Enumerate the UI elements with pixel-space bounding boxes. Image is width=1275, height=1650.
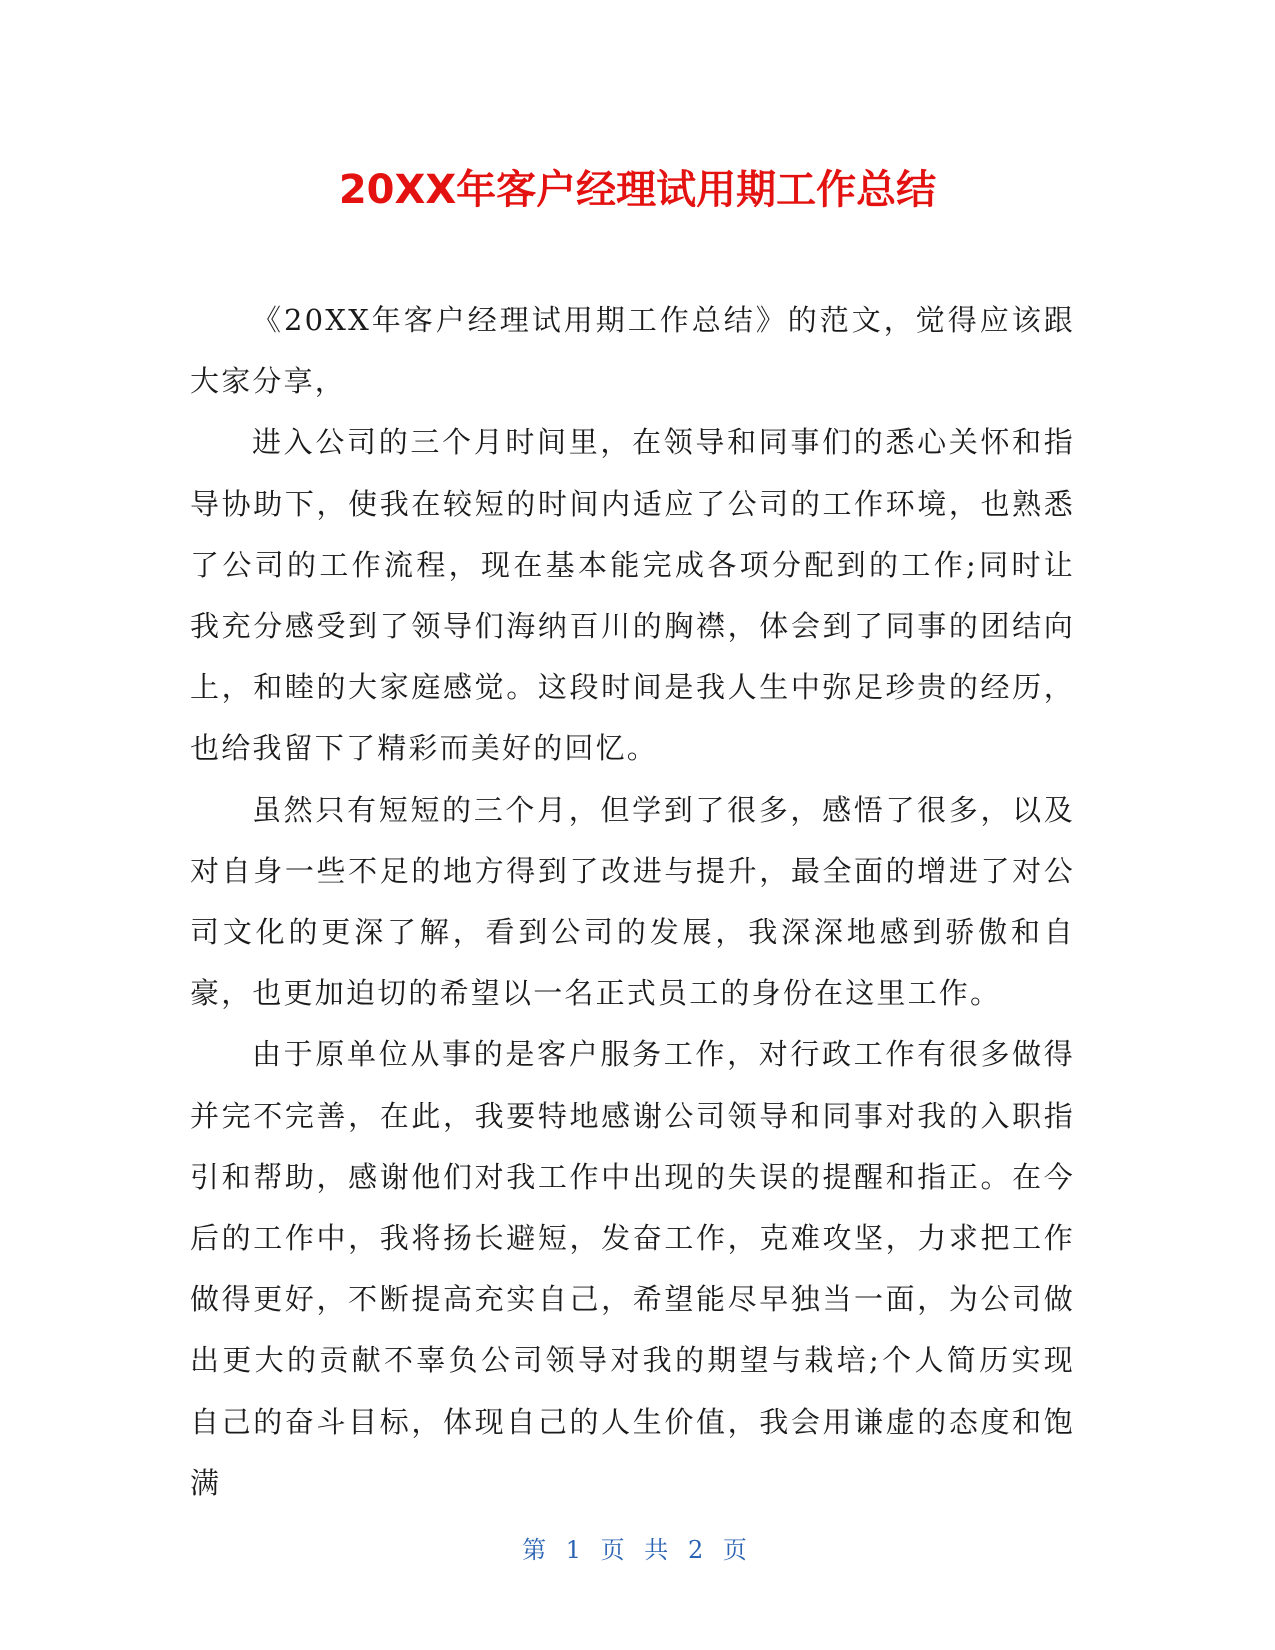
page-number: 第 1 页 共 2 页 [522,1536,753,1564]
document-title: 20XX年客户经理试用期工作总结 [338,167,937,213]
page-footer [0,1530,1275,1565]
paragraph-first-months: 进入公司的三个月时间里，在领导和同事们的悉心关怀和指导协助下，使我在较短的时间内适应了公司的工作环境，也熟悉了公司的工作流程，现在基本能完成各项分配到的工作;同时让我充分感受到了领导们海纳百川的胸襟，体会到了同事的团结向上，和睦的大家庭感觉。这段时间是我人生中弥足珍贵的经历，也给我留下了精彩而美好的回忆。 [190,425,1075,766]
paragraph-intro: 《20XX年客户经理试用期工作总结》的范文，觉得应该跟大家分享， [190,303,1075,399]
document-body [190,290,1075,1514]
paragraph-gratitude: 由于原单位从事的是客户服务工作，对行政工作有很多做得并完不完善，在此，我要特地感谢公司领导和同事对我的入职指引和帮助，感谢他们对我工作中出现的失误的提醒和指正。在今后的工作中，我将扬长避短，发奋工作，克难攻坚，力求把工作做得更好，不断提高充实自己，希望能尽早独当一面，为公司做出更大的贡献不辜负公司领导对我的期望与栽培;个人简历实现自己的奋斗目标，体现自己的人生价值，我会用谦虚的态度和饱满 [190,1037,1075,1500]
paragraph-learning: 虽然只有短短的三个月，但学到了很多，感悟了很多，以及对自身一些不足的地方得到了改进与提升，最全面的增进了对公司文化的更深了解，看到公司的发展，我深深地感到骄傲和自豪，也更加迫切的希望以一名正式员工的身份在这里工作。 [190,792,1075,1011]
